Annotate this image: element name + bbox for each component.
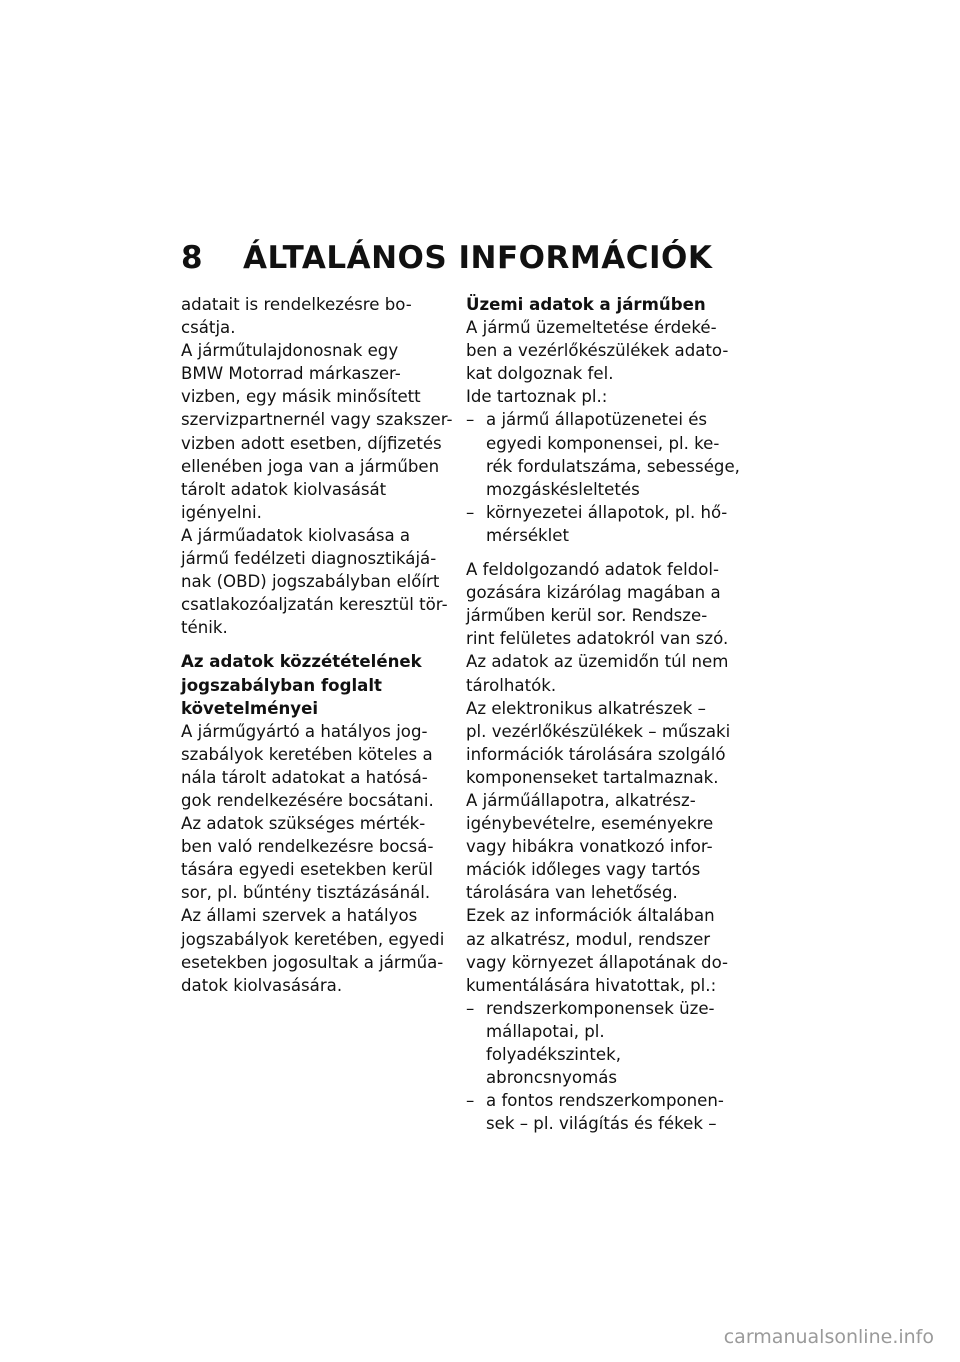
list-item-continuation: abroncsnyomás <box>486 1068 618 1088</box>
list-item <box>466 408 742 431</box>
text-line: vizben adott esetben, díjfizetés <box>181 433 442 453</box>
text-line: jogszabályok keretében, egyedi <box>181 929 445 949</box>
text-line: nála tárolt adatokat a hatósá- <box>181 767 428 787</box>
text-line: Az elektronikus alkatrészek – <box>466 698 706 718</box>
text-line: tárolására van lehetőség. <box>466 883 678 903</box>
page-title <box>181 240 712 276</box>
text-line: A járműgyártó a hatályos jog- <box>181 721 428 741</box>
text-line: ben való rendelkezésre bocsá- <box>181 837 434 857</box>
text-line: datok kiolvasására. <box>181 975 343 995</box>
section-heading-line: jogszabályban foglalt <box>181 675 382 695</box>
text-line: A járműtulajdonosnak egy <box>181 341 399 361</box>
text-line: igényelni. <box>181 502 262 522</box>
right-column <box>466 293 742 1135</box>
list-item-first-line: a jármű állapotüzenetei és <box>486 410 708 430</box>
section-heading-line: Az adatok közzétételének <box>181 652 422 672</box>
text-line: vagy környezet állapotának do- <box>466 952 729 972</box>
text-line: tására egyedi esetekben kerül <box>181 860 434 880</box>
text-line: adatait is rendelkezésre bo- <box>181 295 412 314</box>
dash-marker: – <box>466 1091 475 1111</box>
watermark-link[interactable]: carmanualsonline.info <box>723 1326 934 1348</box>
list-item-first-line: a fontos rendszerkomponen- <box>486 1091 724 1111</box>
text-line: pl. vezérlőkészülékek – műszaki <box>466 721 731 741</box>
text-line: gok rendelkezésére bocsátani. <box>181 790 434 810</box>
list-item-continuation: mérséklet <box>486 525 569 545</box>
list-item-continuation: egyedi komponensei, pl. ke- <box>486 433 720 453</box>
text-line: komponenseket tartalmaznak. <box>466 767 719 787</box>
text-line: nak (OBD) jogszabályban előírt <box>181 572 440 592</box>
text-line: sor, pl. bűntény tisztázásánál. <box>181 883 431 903</box>
section-heading: Üzemi adatok a járműben <box>466 295 706 314</box>
text-line: az alkatrész, modul, rendszer <box>466 929 711 949</box>
text-line: BMW Motorrad márkaszer- <box>181 364 401 384</box>
text-line: igénybevételre, eseményekre <box>466 814 714 834</box>
dash-marker: – <box>466 410 475 430</box>
text-line: jármű fedélzeti diagnosztikájá- <box>181 549 437 569</box>
text-line: Ide tartoznak pl.: <box>466 387 608 407</box>
dash-marker: – <box>466 502 475 522</box>
list-item-continuation: mállapotai, pl. folyadékszintek, <box>486 1021 622 1064</box>
text-line: Az adatok szükséges mérték- <box>181 814 426 834</box>
list-item <box>466 1089 742 1112</box>
text-line: Az állami szervek a hatályos <box>181 906 418 926</box>
chapter-number: 8 <box>181 240 204 276</box>
text-line: A feldolgozandó adatok feldol- <box>466 560 719 580</box>
text-line: szabályok keretében köteles a <box>181 744 433 764</box>
text-line: ellenében joga van a járműben <box>181 456 440 476</box>
text-line: ben a vezérlőkészülékek adato- <box>466 341 729 361</box>
text-line: kumentálására hivatottak, pl.: <box>466 975 717 995</box>
chapter-title: ÁLTALÁNOS INFORMÁCIÓK <box>243 240 713 276</box>
text-line: A járműadatok kiolvasása a <box>181 525 411 545</box>
text-line: csátja. <box>181 318 236 338</box>
text-line: Ezek az információk általában <box>466 906 715 926</box>
left-column <box>181 293 463 997</box>
text-line: járműben kerül sor. Rendsze- <box>466 606 708 626</box>
text-line: vizben, egy másik minősített <box>181 387 421 407</box>
list-item <box>466 501 742 524</box>
list-item-continuation: rék fordulatszáma, sebessége, <box>486 456 740 476</box>
dash-marker: – <box>466 998 475 1018</box>
text-line: A jármű üzemeltetése érdeké- <box>466 318 717 338</box>
list-item-first-line: környezetei állapotok, pl. hő- <box>486 502 728 522</box>
text-line: mációk időleges vagy tartós <box>466 860 701 880</box>
text-line: tárolt adatok kiolvasását <box>181 479 387 499</box>
text-line: csatlakozóaljzatán keresztül tör- <box>181 595 448 615</box>
text-line: szervizpartnernél vagy szakszer- <box>181 410 453 430</box>
list-item-continuation: mozgáskésleltetés <box>486 479 640 499</box>
text-line: gozására kizárólag magában a <box>466 583 721 603</box>
text-line: rint felületes adatokról van szó. <box>466 629 729 649</box>
text-line: A járműállapotra, alkatrész- <box>466 790 696 810</box>
text-line: esetekben jogosultak a járműa- <box>181 952 444 972</box>
text-line: kat dolgoznak fel. <box>466 364 614 384</box>
text-line: Az adatok az üzemidőn túl nem <box>466 652 729 672</box>
text-line: információk tárolására szolgáló <box>466 744 726 764</box>
section-heading-line: követelményei <box>181 698 319 718</box>
list-item-first-line: rendszerkomponensek üze- <box>486 998 715 1018</box>
list-item-continuation: sek – pl. világítás és fékek – <box>486 1114 717 1134</box>
text-line: tárolhatók. <box>466 675 557 695</box>
text-line: vagy hibákra vonatkozó infor- <box>466 837 713 857</box>
list-item <box>466 997 742 1020</box>
text-line: ténik. <box>181 618 228 638</box>
